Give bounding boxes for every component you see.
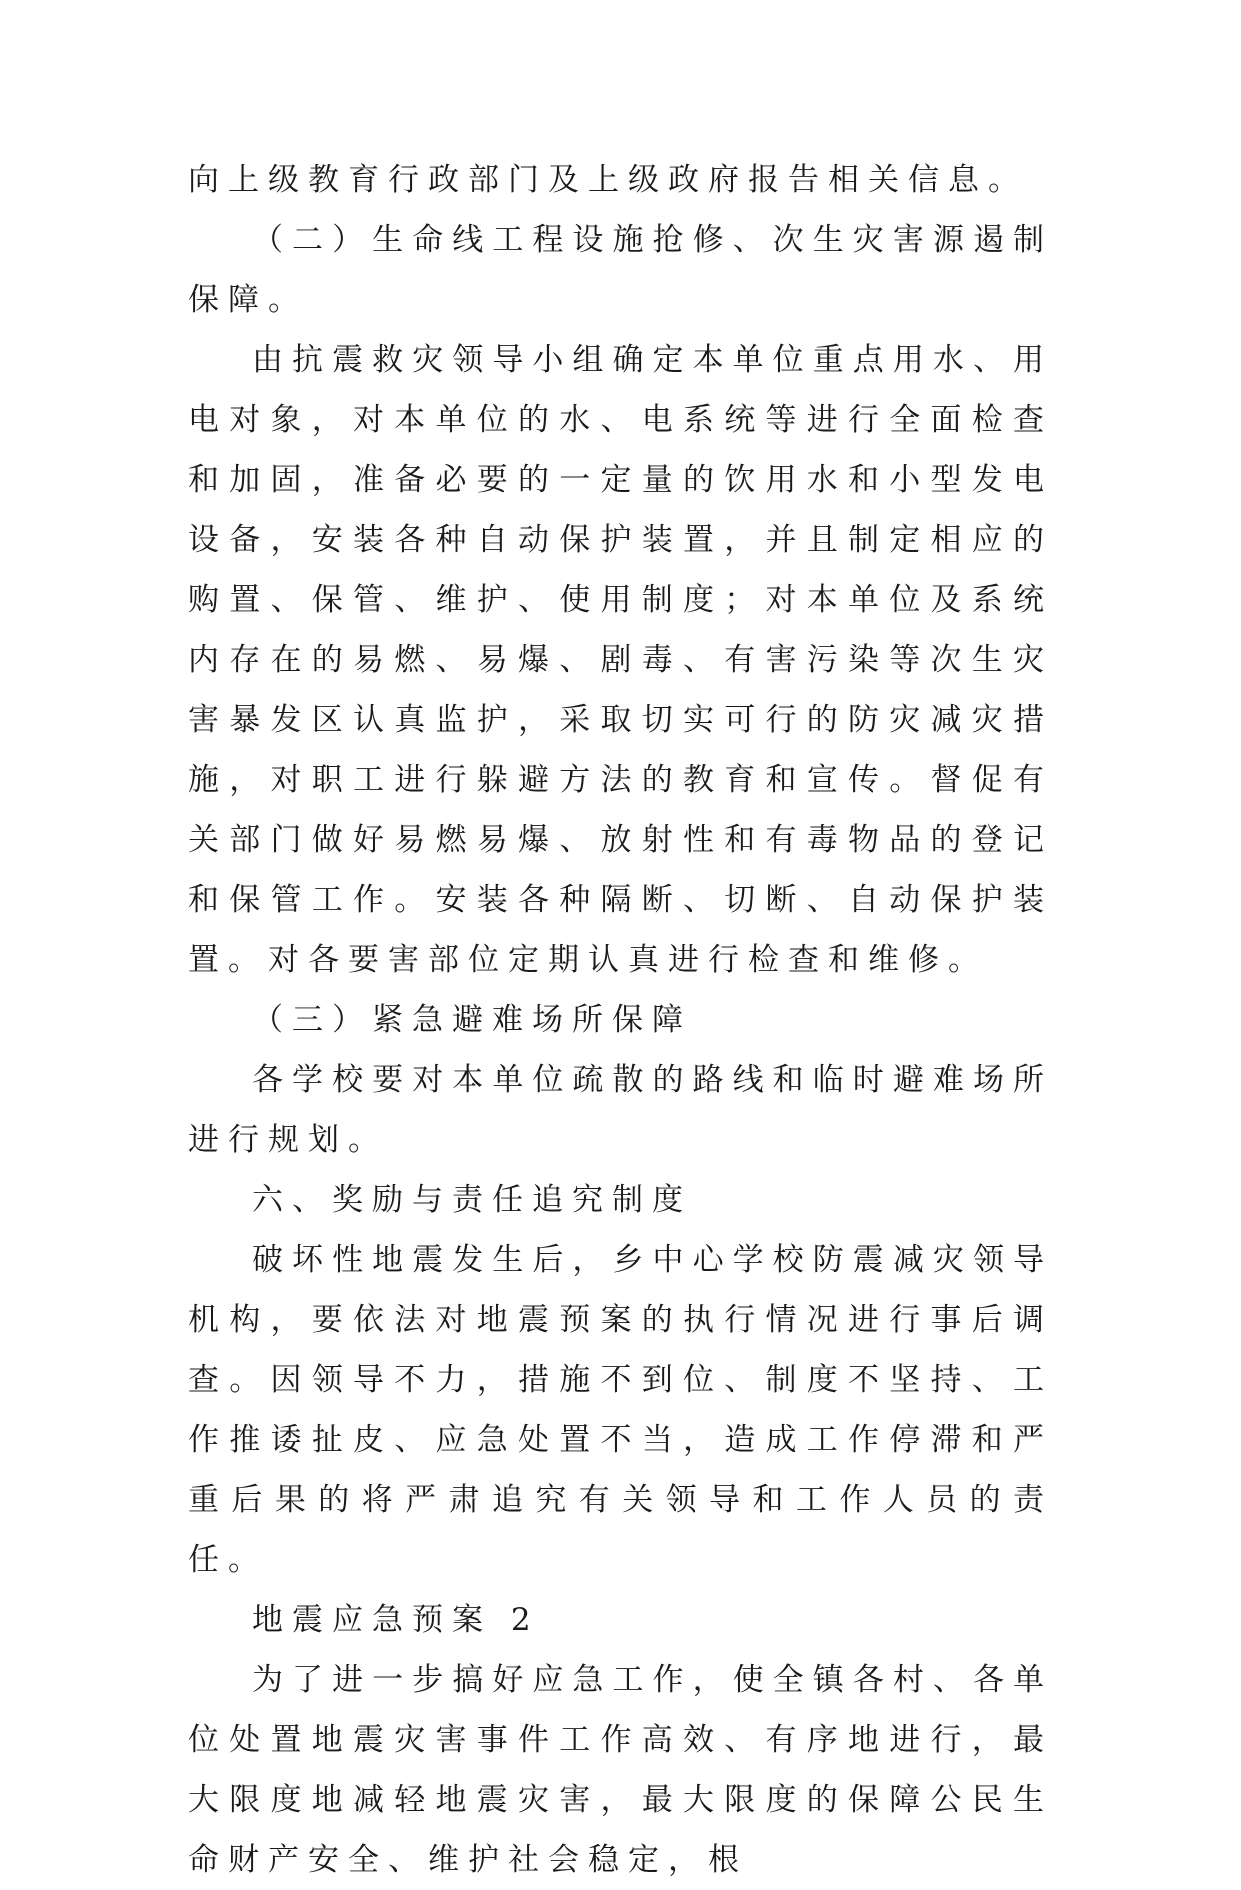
document-body (188, 150, 1053, 1890)
heading-lifeline-repair: （二）生命线工程设施抢修、次生灾害源遏制保障。 (188, 222, 1053, 318)
paragraph-plan-2-intro: 为了进一步搞好应急工作，使全镇各村、各单位处置地震灾害事件工作高效、有序地进行，最大限度地减轻地震灾害，最大限度的保障公民生命财产安全、维护社会稳定，根 (188, 1662, 1053, 1878)
heading-rewards-accountability: 六、奖励与责任追究制度 (252, 1182, 692, 1218)
paragraph-shelter-details: 各学校要对本单位疏散的路线和临时避难场所进行规划。 (188, 1062, 1053, 1158)
heading-plan-2: 地震应急预案 2 (252, 1602, 540, 1638)
heading-shelter: （三）紧急避难场所保障 (252, 1002, 692, 1038)
paragraph-lifeline-details: 由抗震救灾领导小组确定本单位重点用水、用电对象，对本单位的水、电系统等进行全面检查和加固，准备必要的一定量的饮用水和小型发电设备，安装各种自动保护装置，并且制定相应的购置、保管、维护、使用制度；对本单位及系统内存在的易燃、易爆、剧毒、有害污染等次生灾害暴发区认真监护，采取切实可行的防灾减灾措施，对职工进行躲避方法的教育和宣传。督促有关部门做好易燃易爆、放射性和有毒物品的登记和保管工作。安装各种隔断、切断、自动保护装置。对各要害部位定期认真进行检查和维修。 (188, 342, 1053, 978)
paragraph-report-info: 向上级教育行政部门及上级政府报告相关信息。 (188, 162, 1028, 198)
paragraph-accountability-details: 破坏性地震发生后，乡中心学校防震减灾领导机构，要依法对地震预案的执行情况进行事后调查。因领导不力，措施不到位、制度不坚持、工作推诿扯皮、应急处置不当，造成工作停滞和严重后果的将严肃追究有关领导和工作人员的责任。 (188, 1242, 1053, 1578)
